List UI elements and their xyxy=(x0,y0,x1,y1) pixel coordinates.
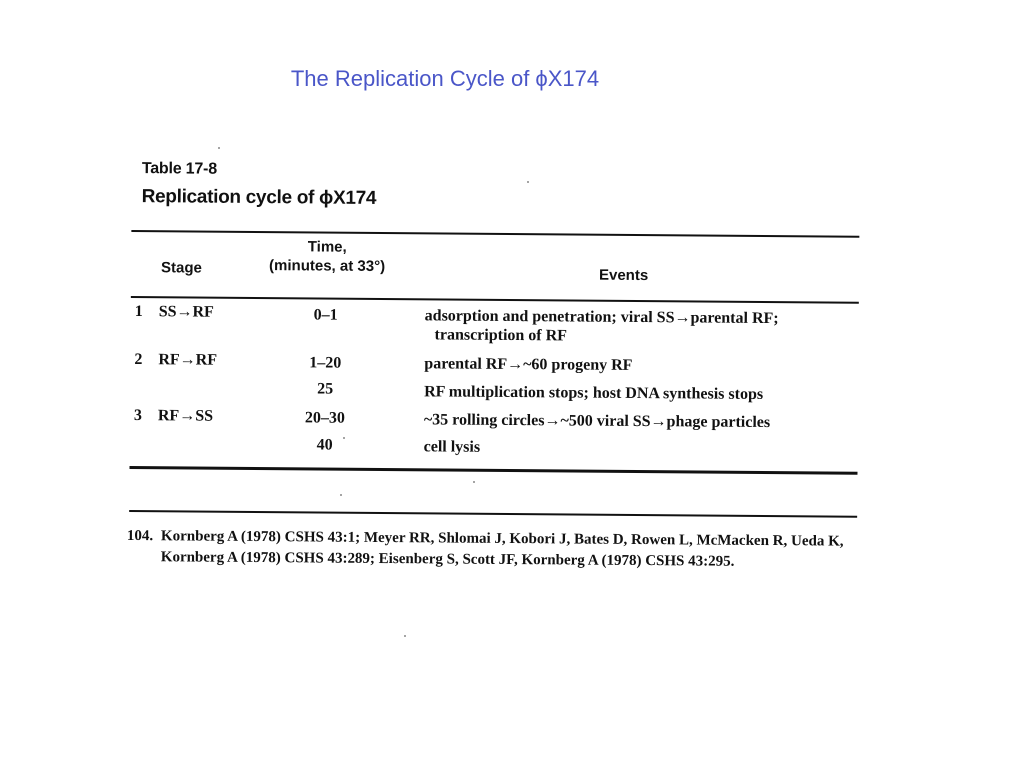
reference-number: 104. xyxy=(126,527,154,545)
table-number: Table 17-8 xyxy=(141,160,217,178)
table-top-rule xyxy=(131,230,859,238)
row-event-continued: transcription of RF xyxy=(434,326,568,345)
row-stage: SS→RF xyxy=(158,303,214,321)
row-stage-number: 1 xyxy=(134,303,143,321)
column-header-stage: Stage xyxy=(161,259,203,277)
scanned-table-image xyxy=(127,150,865,586)
row-time: 25 xyxy=(317,380,334,398)
scan-speck xyxy=(527,181,529,183)
row-stage: RF→RF xyxy=(158,351,218,369)
scan-speck xyxy=(404,635,406,637)
scan-speck xyxy=(473,481,475,483)
table-header-rule xyxy=(131,296,859,303)
table-bottom-rule xyxy=(129,466,857,474)
row-event: ~35 rolling circles→~500 viral SS→phage particles xyxy=(423,411,771,432)
row-stage: RF→SS xyxy=(157,407,214,425)
column-header-time-line1: Time, xyxy=(307,238,347,256)
reference-rule xyxy=(129,510,857,517)
row-stage-number: 2 xyxy=(134,351,143,369)
column-header-events: Events xyxy=(598,266,649,285)
reference-citation xyxy=(127,526,862,574)
row-time: 20–30 xyxy=(304,409,345,427)
slide-title: The Replication Cycle of ϕX174 xyxy=(290,66,600,91)
scan-speck xyxy=(343,437,345,439)
row-event: adsorption and penetration; viral SS→parental RF; xyxy=(424,307,779,328)
column-header-time-line2: (minutes, at 33°) xyxy=(269,257,386,276)
table-caption: Replication cycle of ϕX174 xyxy=(141,186,377,209)
row-event: cell lysis xyxy=(423,438,481,456)
reference-text-line1: Kornberg A (1978) CSHS 43:1; Meyer RR, Shlomai J, Kobori J, Bates D, Rowen L, McMacken R, Ueda K, xyxy=(160,528,844,550)
scan-speck xyxy=(340,494,342,496)
row-stage-number: 3 xyxy=(133,407,142,425)
column-header-time xyxy=(261,237,393,276)
row-time: 1–20 xyxy=(309,354,342,372)
row-event: parental RF→~60 progeny RF xyxy=(424,355,633,374)
row-time: 0–1 xyxy=(313,306,338,324)
row-event: RF multiplication stops; host DNA synthesis stops xyxy=(424,383,764,403)
row-time: 40 xyxy=(316,436,333,454)
reference-text-line2: Kornberg A (1978) CSHS 43:289; Eisenberg S, Scott JF, Kornberg A (1978) CSHS 43:295. xyxy=(160,549,735,570)
scan-speck xyxy=(218,147,220,149)
